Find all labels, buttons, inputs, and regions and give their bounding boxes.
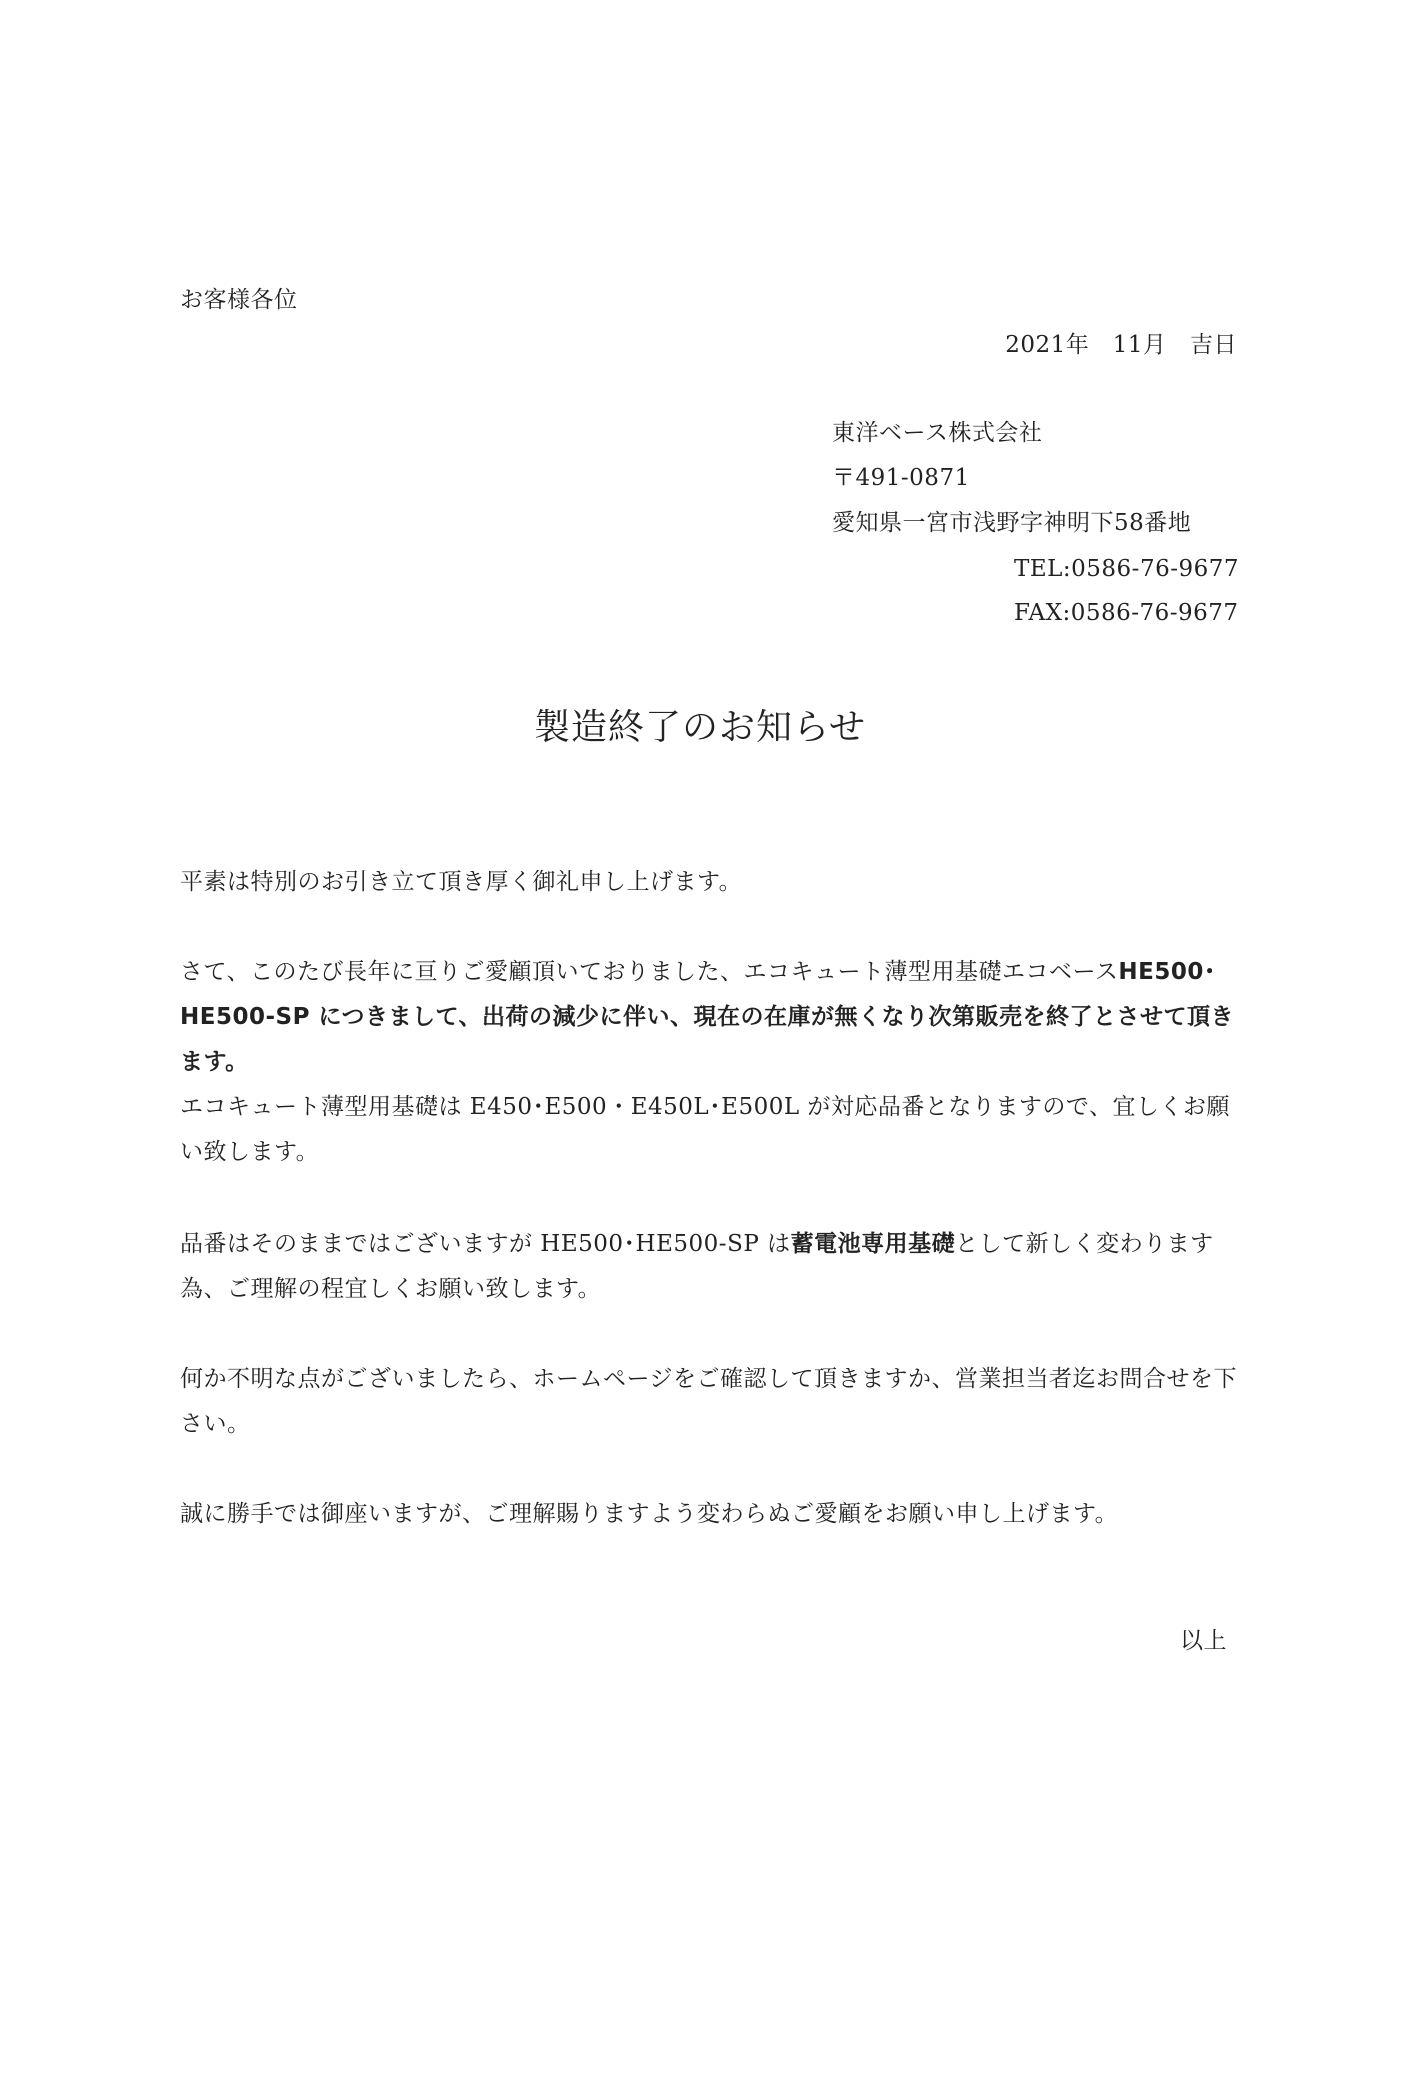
issue-date: 2021年 11月 吉日 (1005, 332, 1237, 358)
sender-postal-code: 〒491-0871 (832, 465, 970, 491)
paragraph-closing-remark: 誠に勝手では御座いますが、ご理解賜りますよう変わらぬご愛顧をお願い申し上げます。 (180, 1501, 1119, 1527)
paragraph-discontinuation-notice: HE500･HE500-SP につきまして、出荷の減少に伴い、現在の在庫が無くなり次第販売を終了とさせて頂きます。 (180, 959, 1235, 1075)
sender-address: 愛知県一宮市浅野字神明下58番地 (832, 510, 1192, 536)
paragraph-greeting: 平素は特別のお引き立て頂き厚く御礼申し上げます。 (180, 869, 743, 895)
closing-mark: 以上 (1180, 1628, 1227, 1654)
document-title: 製造終了のお知らせ (534, 707, 866, 748)
paragraph-discontinuation (180, 950, 1240, 1085)
paragraph-discontinuation-intro: さて、このたび長年に亘りご愛顧頂いておりました、エコキュート薄型用基礎エコベース (180, 959, 1119, 985)
paragraph-product-change-emphasis: 蓄電池専用基礎 (790, 1231, 956, 1257)
recipient: お客様各位 (180, 287, 298, 313)
sender-fax: FAX:0586-76-9677 (1014, 600, 1239, 626)
paragraph-product-change-start: 品番はそのままではございますが HE500･HE500-SP は (180, 1231, 791, 1257)
sender-company: 東洋ベース株式会社 (832, 420, 1043, 446)
paragraph-alternative-products: エコキュート薄型用基礎は E450･E500・E450L･E500L が対応品番となりますので、宜しくお願い致します。 (180, 1094, 1230, 1165)
paragraph-product-change (180, 1222, 1240, 1312)
sender-tel: TEL:0586-76-9677 (1014, 556, 1240, 582)
paragraph-product-change-end: として新しく変わります為、ご理解の程宜しくお願い致します。 (180, 1231, 1214, 1302)
paragraph-inquiry: 何か不明な点がございましたら、ホームページをご確認して頂きますか、営業担当者迄お問合せを下さい。 (180, 1366, 1238, 1437)
